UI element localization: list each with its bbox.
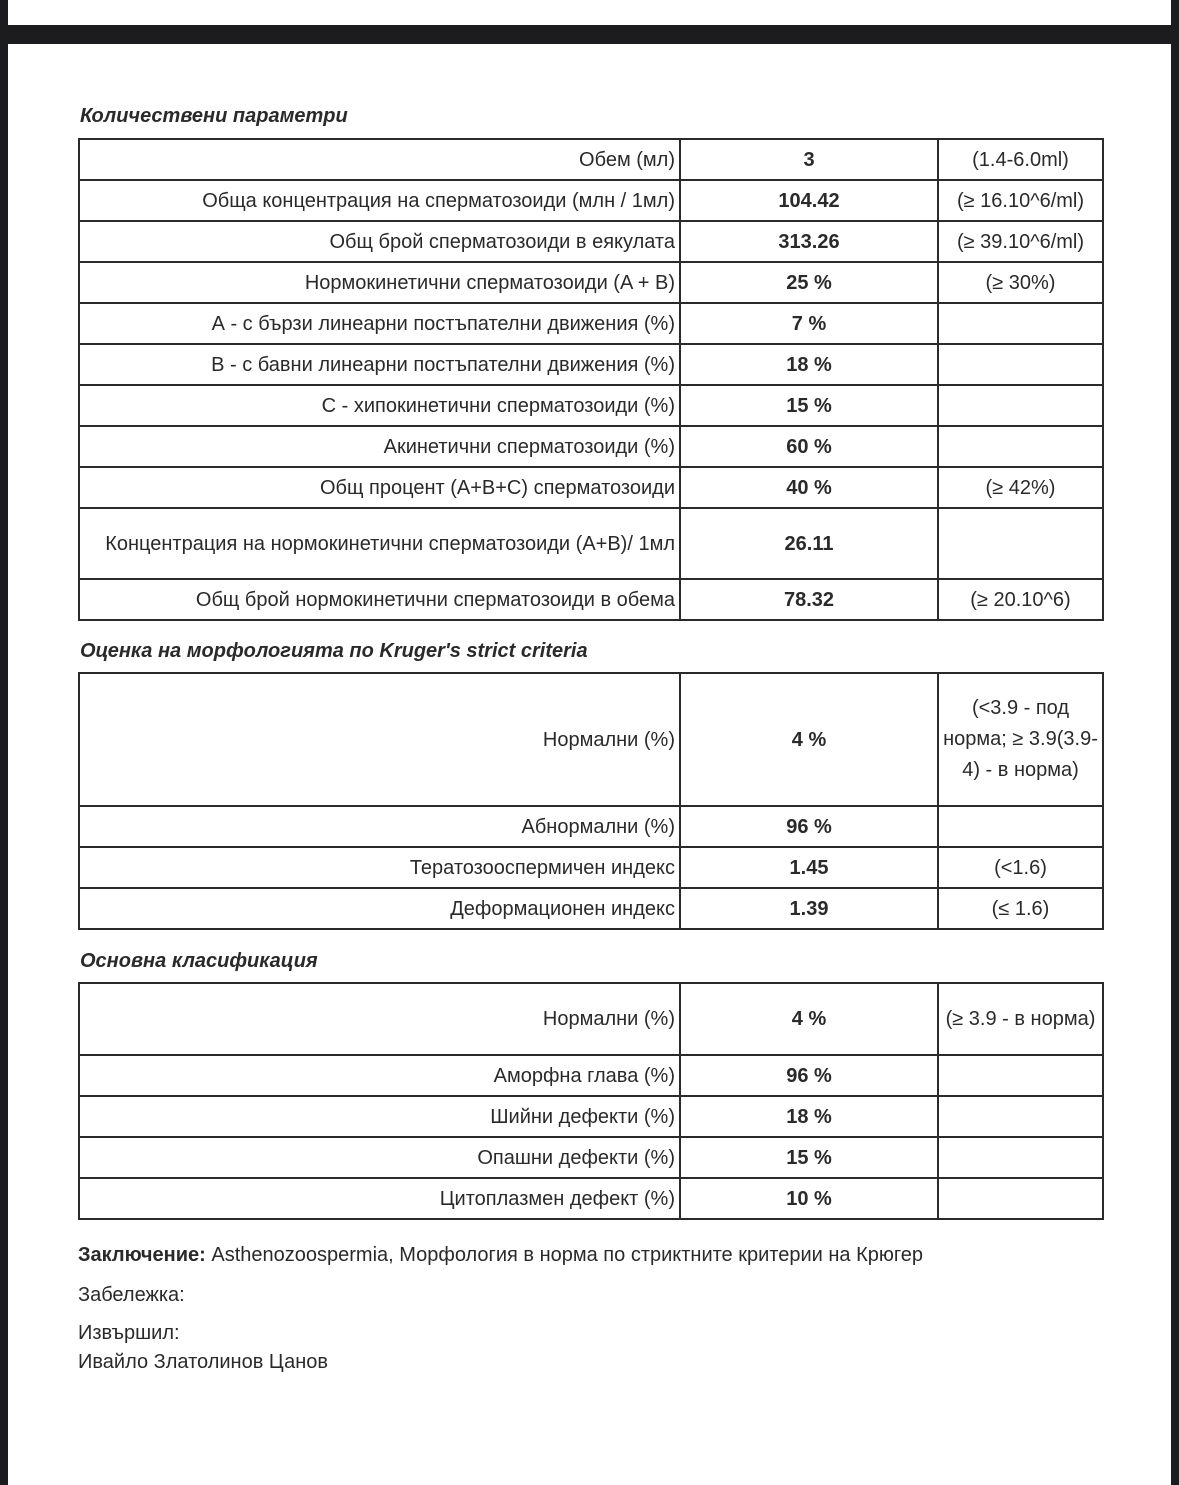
row-reference: (<3.9 - под норма; ≥ 3.9(3.9-4) - в норма) — [938, 673, 1103, 806]
row-reference: (≥ 20.10^6) — [938, 579, 1103, 620]
row-reference — [938, 1178, 1103, 1219]
row-label: Нормокинетични сперматозоиди (A + B) — [79, 262, 680, 303]
row-value: 96 % — [680, 1055, 938, 1096]
quantitative-table — [78, 138, 1104, 621]
table-row — [79, 139, 1103, 180]
row-reference: (≥ 16.10^6/ml) — [938, 180, 1103, 221]
row-reference — [938, 303, 1103, 344]
table-row — [79, 385, 1103, 426]
row-label: Шийни дефекти (%) — [79, 1096, 680, 1137]
row-value: 15 % — [680, 1137, 938, 1178]
row-label: Общ брой нормокинетични сперматозоиди в обема — [79, 579, 680, 620]
table-row — [79, 983, 1103, 1055]
row-value: 4 % — [680, 983, 938, 1055]
row-label: Нормални (%) — [79, 673, 680, 806]
row-value: 18 % — [680, 344, 938, 385]
section-title-morphology: Оценка на морфологията по Kruger's strict criteria — [80, 640, 588, 662]
row-reference: (≥ 3.9 - в норма) — [938, 983, 1103, 1055]
row-label: Обем (мл) — [79, 139, 680, 180]
row-value: 3 — [680, 139, 938, 180]
row-label: Общ процент (A+B+C) сперматозоиди — [79, 467, 680, 508]
row-reference: (<1.6) — [938, 847, 1103, 888]
morphology-table — [78, 672, 1104, 930]
row-value: 104.42 — [680, 180, 938, 221]
row-value: 26.11 — [680, 508, 938, 579]
row-reference: (≥ 39.10^6/ml) — [938, 221, 1103, 262]
row-reference — [938, 1096, 1103, 1137]
table-row — [79, 180, 1103, 221]
row-value: 7 % — [680, 303, 938, 344]
row-reference: (≥ 42%) — [938, 467, 1103, 508]
conclusion-label: Заключение: — [78, 1244, 206, 1266]
table-row — [79, 806, 1103, 847]
row-reference — [938, 344, 1103, 385]
row-value: 18 % — [680, 1096, 938, 1137]
row-label: Общ брой сперматозоиди в еякулата — [79, 221, 680, 262]
conclusion-text: Asthenozoospermia, Морфология в норма по стриктните критерии на Крюгер — [205, 1244, 923, 1266]
table-row — [79, 888, 1103, 929]
table-row — [79, 426, 1103, 467]
classification-table — [78, 982, 1104, 1220]
table-row — [79, 579, 1103, 620]
row-reference: (1.4-6.0ml) — [938, 139, 1103, 180]
row-label: В - с бавни линеарни постъпателни движения (%) — [79, 344, 680, 385]
performed-by-label: Извършил: — [78, 1322, 180, 1344]
performed-by-name: Ивайло Златолинов Цанов — [78, 1351, 329, 1373]
row-value: 78.32 — [680, 579, 938, 620]
row-reference — [938, 1055, 1103, 1096]
row-value: 10 % — [680, 1178, 938, 1219]
row-label: Деформационен индекс — [79, 888, 680, 929]
row-value: 1.39 — [680, 888, 938, 929]
row-value: 15 % — [680, 385, 938, 426]
row-reference — [938, 426, 1103, 467]
row-label: Аморфна глава (%) — [79, 1055, 680, 1096]
table-row — [79, 508, 1103, 579]
row-reference — [938, 806, 1103, 847]
row-reference: (≥ 30%) — [938, 262, 1103, 303]
row-label: Цитоплазмен дефект (%) — [79, 1178, 680, 1219]
row-reference — [938, 508, 1103, 579]
row-label: Тератозооспермичен индекс — [79, 847, 680, 888]
row-label: Нормални (%) — [79, 983, 680, 1055]
table-row — [79, 221, 1103, 262]
table-row — [79, 1055, 1103, 1096]
row-label: Концентрация на нормокинетични сперматозоиди (A+B)/ 1мл — [79, 508, 680, 579]
table-row — [79, 673, 1103, 806]
section-title-quantitative: Количествени параметри — [80, 105, 348, 127]
row-value: 4 % — [680, 673, 938, 806]
row-label: Обща концентрация на сперматозоиди (млн / 1мл) — [79, 180, 680, 221]
table-row — [79, 303, 1103, 344]
table-row — [79, 467, 1103, 508]
row-value: 40 % — [680, 467, 938, 508]
section-title-classification: Основна класификация — [80, 950, 318, 972]
row-label: Опашни дефекти (%) — [79, 1137, 680, 1178]
row-value: 96 % — [680, 806, 938, 847]
table-row — [79, 1178, 1103, 1219]
row-value: 313.26 — [680, 221, 938, 262]
table-row — [79, 1096, 1103, 1137]
row-value: 60 % — [680, 426, 938, 467]
row-value: 25 % — [680, 262, 938, 303]
table-row — [79, 1137, 1103, 1178]
row-reference — [938, 1137, 1103, 1178]
row-label: А - с бързи линеарни постъпателни движения (%) — [79, 303, 680, 344]
row-value: 1.45 — [680, 847, 938, 888]
row-reference: (≤ 1.6) — [938, 888, 1103, 929]
row-label: С - хипокинетични сперматозоиди (%) — [79, 385, 680, 426]
previous-page-edge — [8, 0, 1171, 25]
conclusion — [78, 1244, 923, 1267]
row-reference — [938, 385, 1103, 426]
table-row — [79, 847, 1103, 888]
table-row — [79, 262, 1103, 303]
note-label: Забележка: — [78, 1284, 185, 1306]
table-row — [79, 344, 1103, 385]
row-label: Акинетични сперматозоиди (%) — [79, 426, 680, 467]
document-page — [8, 44, 1171, 1485]
row-label: Абнормални (%) — [79, 806, 680, 847]
